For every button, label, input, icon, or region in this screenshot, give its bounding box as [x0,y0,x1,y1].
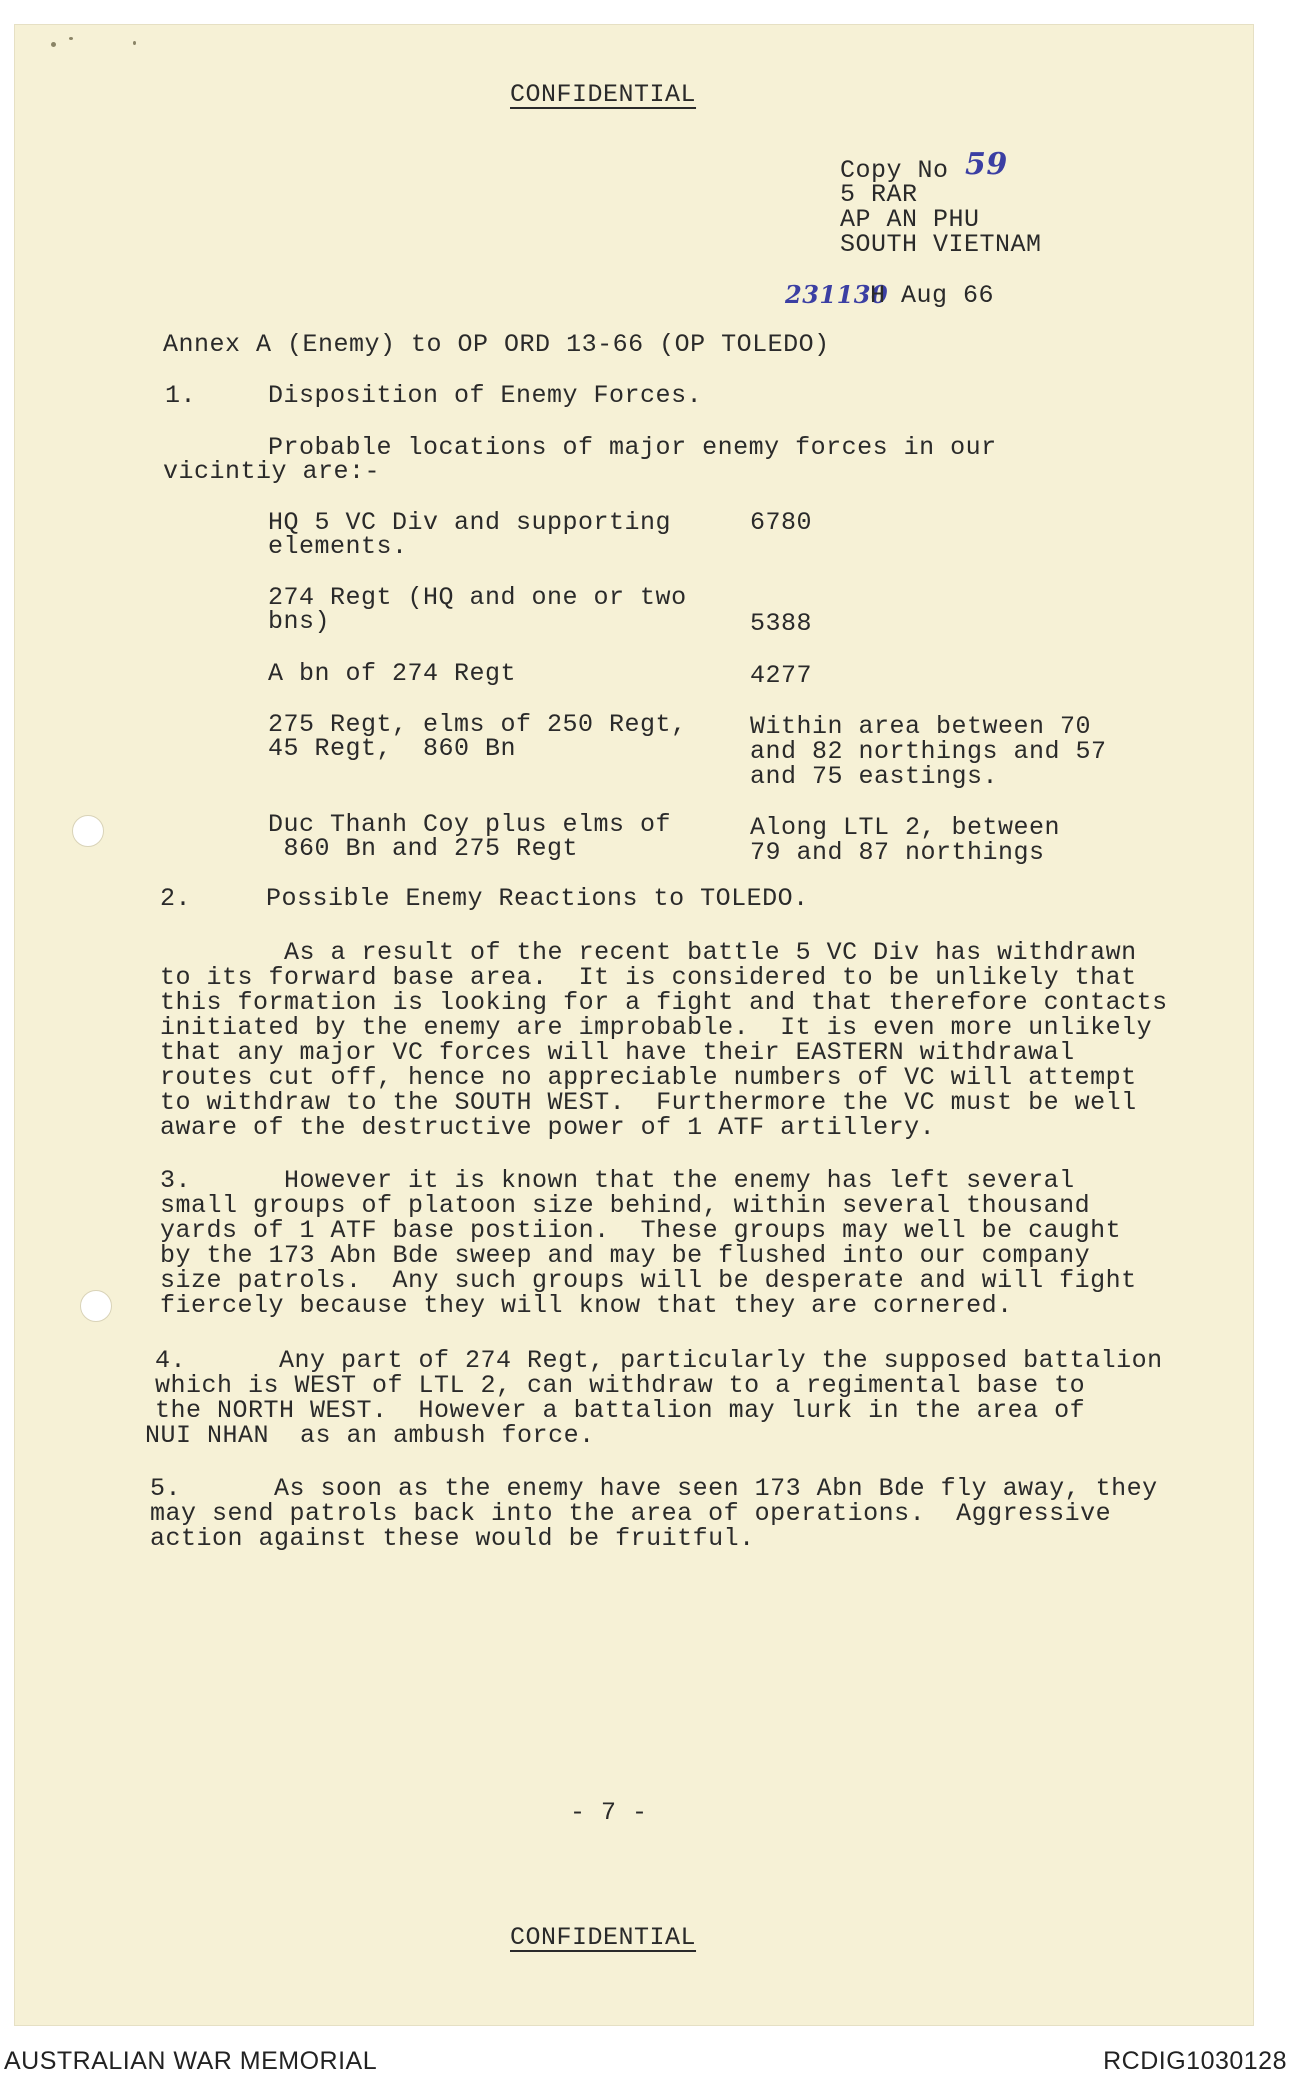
enemy-unit-line: 45 Regt, 860 Bn [268,734,517,763]
location-line-2: SOUTH VIETNAM [840,230,1042,259]
dtg-handwritten: 231130 [785,280,889,309]
para4-line: which is WEST of LTL 2, can withdraw to a regimental base to [155,1371,1086,1400]
para4-line: 4. Any part of 274 Regt, particularly the supposed battalion [155,1346,1163,1375]
para3-line: size patrols. Any such groups will be desperate and will fight [160,1266,1137,1295]
section2-heading: Possible Enemy Reactions to TOLEDO. [266,884,809,913]
section2-body-line: to withdraw to the SOUTH WEST. Furthermore the VC must be well [160,1088,1137,1117]
classification-footer: CONFIDENTIAL [510,1923,697,1952]
enemy-location-line: and 75 eastings. [750,762,999,791]
punch-hole [80,1290,112,1322]
para3-line: 3. However it is known that the enemy has left several [160,1166,1075,1195]
copy-label: Copy No [840,156,949,185]
para5-line: may send patrols back into the area of operations. Aggressive [150,1499,1112,1528]
page-number: - 7 - [570,1798,648,1827]
para3-line: yards of 1 ATF base postiion. These groups may well be caught [160,1216,1122,1245]
para3-line: fiercely because they will know that they are cornered. [160,1291,1013,1320]
enemy-unit-line: A bn of 274 Regt [268,659,517,688]
dtg-typed: H Aug 66 [870,281,995,310]
section2-body-line: As a result of the recent battle 5 VC Div has withdrawn [160,938,1137,967]
unit-line: 5 RAR [840,180,918,209]
section2-number: 2. [160,884,192,913]
enemy-unit-line: bns) [268,607,331,636]
section2-body-line: this formation is looking for a fight and that therefore contacts [160,988,1168,1017]
classification-header: CONFIDENTIAL [510,80,697,109]
enemy-location-line: and 82 northings and 57 [750,737,1107,766]
enemy-unit-line: HQ 5 VC Div and supporting [268,508,672,537]
paper-speck [51,42,56,47]
section1-intro-line: vicintiy are:- [163,457,381,486]
para4-line: the NORTH WEST. However a battalion may lurk in the area of [155,1396,1086,1425]
section2-body-line: to its forward base area. It is considered to be unlikely that [160,963,1137,992]
para5-line: 5. As soon as the enemy have seen 173 Abn Bde fly away, they [150,1474,1158,1503]
para3-line: small groups of platoon size behind, within several thousand [160,1191,1091,1220]
location-line-1: AP AN PHU [840,205,980,234]
enemy-unit-line: 274 Regt (HQ and one or two [268,583,687,612]
paper-speck [69,37,73,40]
section1-heading: Disposition of Enemy Forces. [268,381,703,410]
enemy-unit-line: elements. [268,532,408,561]
enemy-unit-line: Duc Thanh Coy plus elms of [268,810,672,839]
copy-number-handwritten: 59 [965,147,1008,182]
enemy-unit-line: 275 Regt, elms of 250 Regt, [268,710,687,739]
para3-line: by the 173 Abn Bde sweep and may be flushed into our company [160,1241,1091,1270]
enemy-location-line: 79 and 87 northings [750,838,1045,867]
enemy-location-line: 5388 [750,609,813,638]
enemy-location-line: Within area between 70 [750,712,1092,741]
para4-line: NUI NHAN as an ambush force. [145,1421,595,1450]
archive-reference: RCDIG1030128 [1103,2047,1287,2075]
punch-hole [72,815,104,847]
enemy-location-line: 4277 [750,661,813,690]
section1-intro-line: Probable locations of major enemy forces in our [268,433,997,462]
annex-title: Annex A (Enemy) to OP ORD 13-66 (OP TOLEDO) [163,330,830,359]
section2-body-line: routes cut off, hence no appreciable numbers of VC will attempt [160,1063,1137,1092]
paper-speck [133,41,136,45]
section2-body-line: aware of the destructive power of 1 ATF artillery. [160,1113,936,1142]
archive-institution: AUSTRALIAN WAR MEMORIAL [4,2047,378,2075]
section2-body-line: initiated by the enemy are improbable. It is even more unlikely [160,1013,1153,1042]
section2-body-line: that any major VC forces will have their EASTERN withdrawal [160,1038,1075,1067]
para5-line: action against these would be fruitful. [150,1524,755,1553]
enemy-location-line: 6780 [750,508,813,537]
enemy-unit-line: 860 Bn and 275 Regt [268,834,579,863]
section1-number: 1. [165,381,197,410]
enemy-location-line: Along LTL 2, between [750,813,1061,842]
